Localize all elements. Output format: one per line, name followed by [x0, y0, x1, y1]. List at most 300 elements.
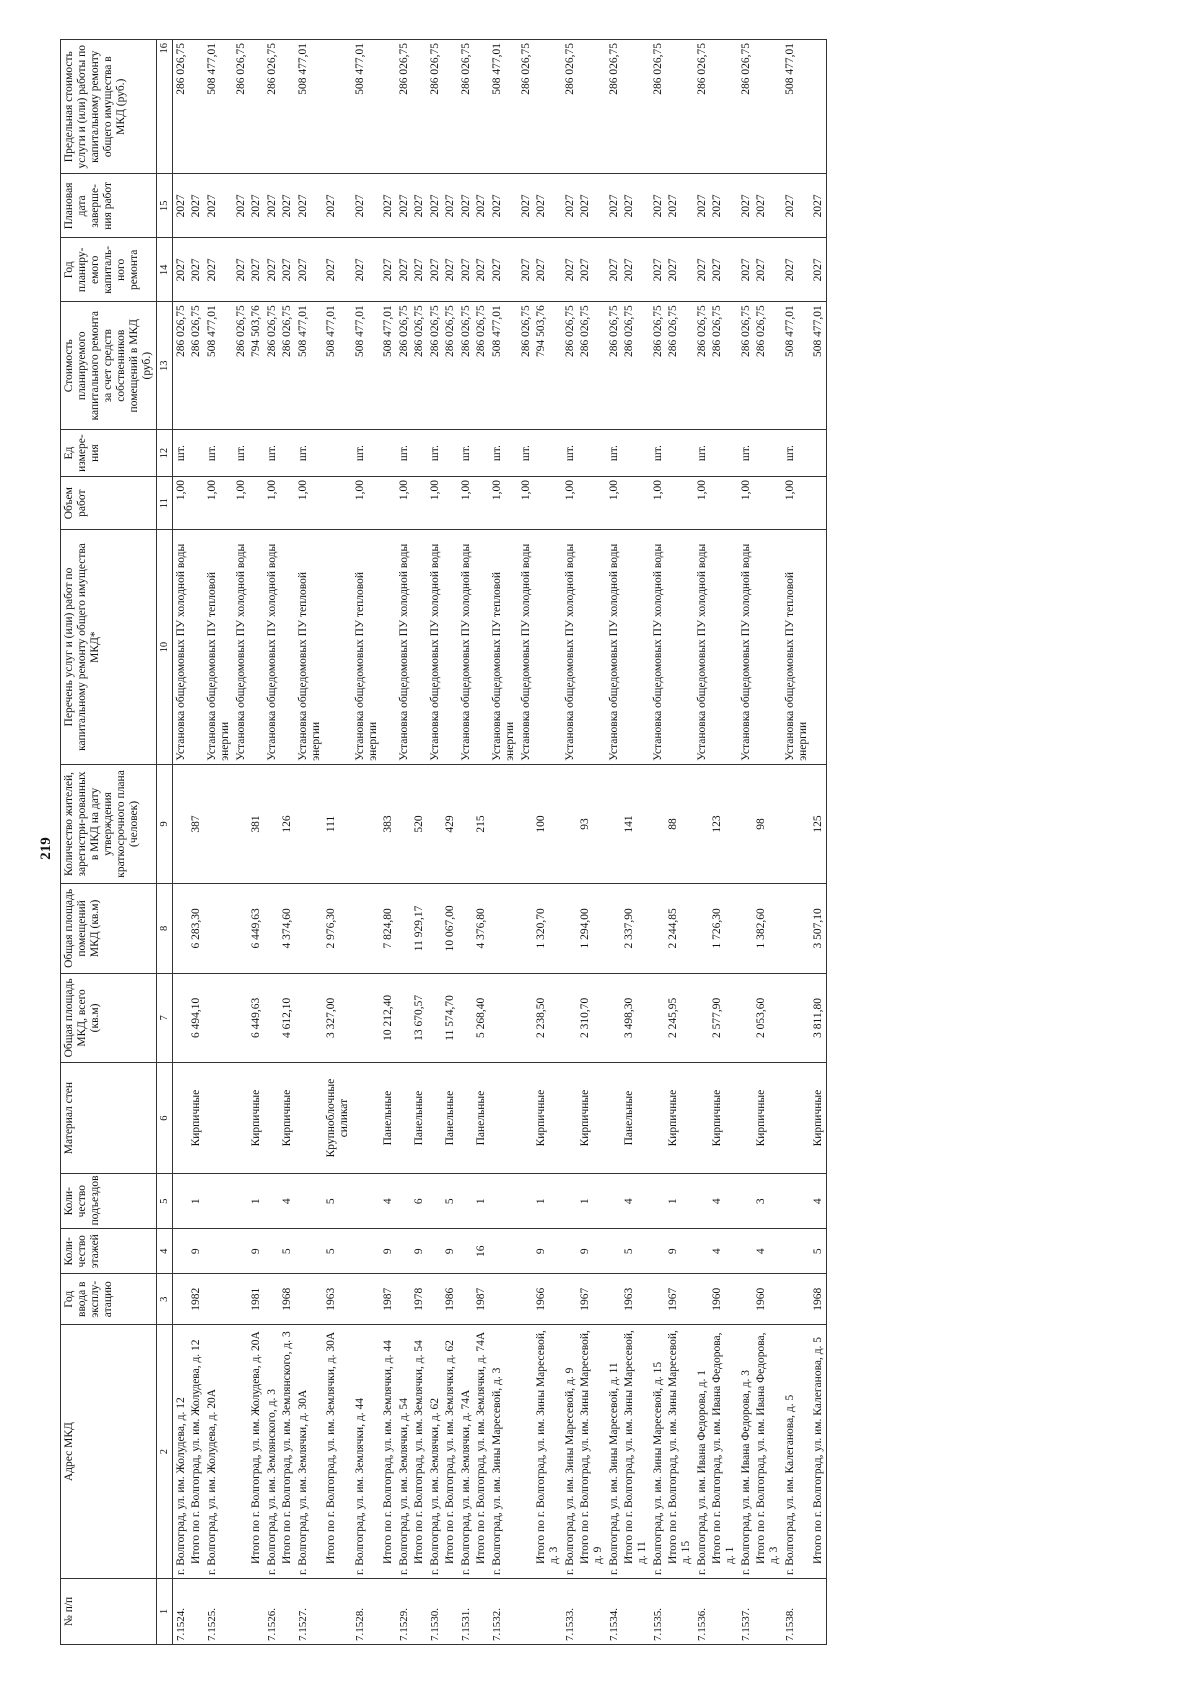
address-cell — [518, 1325, 534, 1579]
unit-cell: шт. — [489, 430, 518, 477]
wall-material-cell: Панельные — [381, 1063, 396, 1174]
unit-cell — [280, 430, 295, 477]
entrances-cell — [782, 1174, 811, 1229]
work-description-cell: Установка общедомовых ПУ тепловой энергии — [352, 530, 381, 764]
total-area-cell — [606, 973, 622, 1063]
entrances-cell — [606, 1174, 622, 1229]
total-row — [474, 40, 489, 1645]
rooms-area-cell: 1 320,70 — [534, 884, 562, 974]
unit-cell: шт. — [458, 430, 474, 477]
wall-material-cell: Кирпичные — [534, 1063, 562, 1174]
plan-year-cell: 2027 — [738, 238, 754, 302]
volume-cell: 1,00 — [204, 477, 233, 530]
unit-cell — [381, 430, 396, 477]
total-row — [324, 40, 352, 1645]
wall-material-cell: Кирпичные — [280, 1063, 295, 1174]
address-cell: Итого по г. Волгоград, ул. им. Зины Маресевой, д. 9 — [578, 1325, 606, 1579]
cost-cell: 286 026,75 — [443, 302, 458, 430]
cost-cell: 286 026,75 — [518, 302, 534, 430]
rooms-area-cell — [562, 884, 578, 974]
header-cell: Коли-чество этажей — [61, 1229, 157, 1274]
volume-cell: 1,00 — [458, 477, 474, 530]
row-number — [233, 1578, 249, 1644]
entrances-cell: 5 — [443, 1174, 458, 1229]
plan-year-cell: 2027 — [443, 238, 458, 302]
row-number: 7.1524. — [173, 1578, 190, 1644]
unit-cell — [324, 430, 352, 477]
residents-cell — [489, 764, 518, 883]
limit-cost-cell: 286 026,75 — [694, 40, 710, 174]
total-row — [754, 40, 782, 1645]
total-area-cell — [396, 973, 412, 1063]
unit-cell: шт. — [295, 430, 324, 477]
column-number: 10 — [157, 530, 173, 764]
limit-cost-cell — [189, 40, 204, 174]
row-number: 7.1535. — [650, 1578, 666, 1644]
header-cell: Общая площадь помещений МКД (кв.м) — [61, 884, 157, 974]
rooms-area-cell — [173, 884, 190, 974]
year-cell — [396, 1274, 412, 1325]
residents-cell — [782, 764, 811, 883]
row-number — [534, 1578, 562, 1644]
residents-cell — [204, 764, 233, 883]
rooms-area-cell — [738, 884, 754, 974]
column-number-row — [157, 40, 173, 1645]
wall-material-cell: Кирпичные — [666, 1063, 694, 1174]
end-date-cell: 2027 — [396, 174, 412, 238]
plan-year-cell: 2027 — [249, 238, 264, 302]
rooms-area-cell: 2 244,85 — [666, 884, 694, 974]
year-cell: 1987 — [474, 1274, 489, 1325]
end-date-cell: 2027 — [233, 174, 249, 238]
header-cell: Предельная стоимость услуги и (или) работы по капитальному ремонту общего имущества в МКД (руб.) — [61, 40, 157, 174]
cost-cell: 286 026,75 — [233, 302, 249, 430]
volume-cell: 1,00 — [562, 477, 578, 530]
address-cell: г. Волгоград, ул. им. Землячки, д. 30А — [295, 1325, 324, 1579]
total-row — [381, 40, 396, 1645]
row-number: 7.1531. — [458, 1578, 474, 1644]
volume-cell — [534, 477, 562, 530]
limit-cost-cell: 286 026,75 — [458, 40, 474, 174]
address-cell: Итого по г. Волгоград, ул. им. Зины Маресевой, д. 15 — [666, 1325, 694, 1579]
residents-cell — [562, 764, 578, 883]
row-number: 7.1537. — [738, 1578, 754, 1644]
floors-cell: 5 — [324, 1229, 352, 1274]
year-cell — [173, 1274, 190, 1325]
address-cell: г. Волгоград, ул. им. Зины Маресевой, д. 15 — [650, 1325, 666, 1579]
total-area-cell: 11 574,70 — [443, 973, 458, 1063]
wall-material-cell: Панельные — [474, 1063, 489, 1174]
residents-cell: 100 — [534, 764, 562, 883]
end-date-cell: 2027 — [280, 174, 295, 238]
work-description-cell: Установка общедомовых ПУ холодной воды — [694, 530, 710, 764]
repair-plan-table — [60, 39, 827, 1645]
entrances-cell — [264, 1174, 280, 1229]
row-number — [710, 1578, 738, 1644]
volume-cell: 1,00 — [606, 477, 622, 530]
limit-cost-cell — [578, 40, 606, 174]
year-cell — [650, 1274, 666, 1325]
year-cell — [295, 1274, 324, 1325]
total-area-cell — [173, 973, 190, 1063]
volume-cell: 1,00 — [738, 477, 754, 530]
header-cell: № п/п — [61, 1578, 157, 1644]
volume-cell: 1,00 — [782, 477, 811, 530]
wall-material-cell — [650, 1063, 666, 1174]
row-number — [324, 1578, 352, 1644]
end-date-cell: 2027 — [811, 174, 827, 238]
entrances-cell: 4 — [622, 1174, 650, 1229]
column-number: 11 — [157, 477, 173, 530]
end-date-cell: 2027 — [606, 174, 622, 238]
unit-cell — [622, 430, 650, 477]
volume-cell — [474, 477, 489, 530]
limit-cost-cell — [280, 40, 295, 174]
wall-material-cell: Крупноблочные силикат — [324, 1063, 352, 1174]
end-date-cell: 2027 — [518, 174, 534, 238]
floors-cell: 9 — [381, 1229, 396, 1274]
work-description-cell — [381, 530, 396, 764]
entrances-cell: 3 — [754, 1174, 782, 1229]
year-cell — [518, 1274, 534, 1325]
plan-year-cell: 2027 — [606, 238, 622, 302]
work-description-cell: Установка общедомовых ПУ холодной воды — [264, 530, 280, 764]
total-row — [443, 40, 458, 1645]
rooms-area-cell — [694, 884, 710, 974]
header-cell: Год ввода в эксплу-атацию — [61, 1274, 157, 1325]
wall-material-cell — [264, 1063, 280, 1174]
wall-material-cell — [233, 1063, 249, 1174]
floors-cell — [352, 1229, 381, 1274]
residents-cell: 111 — [324, 764, 352, 883]
year-cell — [264, 1274, 280, 1325]
limit-cost-cell — [622, 40, 650, 174]
end-date-cell: 2027 — [534, 174, 562, 238]
wall-material-cell: Кирпичные — [811, 1063, 827, 1174]
cost-cell: 286 026,75 — [606, 302, 622, 430]
unit-cell: шт. — [518, 430, 534, 477]
wall-material-cell: Кирпичные — [754, 1063, 782, 1174]
column-number: 13 — [157, 302, 173, 430]
header-cell: Плановая дата заверше-ния работ — [61, 174, 157, 238]
total-area-cell: 10 212,40 — [381, 973, 396, 1063]
limit-cost-cell: 286 026,75 — [173, 40, 190, 174]
address-cell: г. Волгоград, ул. им. Землянского, д. 3 — [264, 1325, 280, 1579]
floors-cell — [264, 1229, 280, 1274]
residents-cell — [352, 764, 381, 883]
cost-cell: 508 477,01 — [489, 302, 518, 430]
unit-cell: шт. — [173, 430, 190, 477]
volume-cell: 1,00 — [650, 477, 666, 530]
plan-year-cell: 2027 — [204, 238, 233, 302]
rooms-area-cell — [396, 884, 412, 974]
limit-cost-cell: 508 477,01 — [352, 40, 381, 174]
work-description-cell — [189, 530, 204, 764]
total-area-cell: 2 238,50 — [534, 973, 562, 1063]
total-area-cell — [458, 973, 474, 1063]
end-date-cell: 2027 — [189, 174, 204, 238]
rooms-area-cell — [782, 884, 811, 974]
limit-cost-cell — [381, 40, 396, 174]
column-number: 7 — [157, 973, 173, 1063]
work-description-cell: Установка общедомовых ПУ холодной воды — [518, 530, 534, 764]
year-cell: 1967 — [578, 1274, 606, 1325]
limit-cost-cell — [666, 40, 694, 174]
floors-cell: 9 — [189, 1229, 204, 1274]
floors-cell — [489, 1229, 518, 1274]
total-row — [412, 40, 427, 1645]
entrances-cell — [489, 1174, 518, 1229]
entrances-cell: 1 — [474, 1174, 489, 1229]
column-number: 4 — [157, 1229, 173, 1274]
residents-cell — [173, 764, 190, 883]
column-number: 9 — [157, 764, 173, 883]
floors-cell — [738, 1229, 754, 1274]
total-area-cell: 2 310,70 — [578, 973, 606, 1063]
volume-cell — [666, 477, 694, 530]
work-description-cell — [249, 530, 264, 764]
address-cell — [233, 1325, 249, 1579]
floors-cell — [458, 1229, 474, 1274]
unit-cell — [710, 430, 738, 477]
year-cell: 1981 — [249, 1274, 264, 1325]
year-cell: 1963 — [622, 1274, 650, 1325]
address-cell: Итого по г. Волгоград, ул. им. Калеганова, д. 5 — [811, 1325, 827, 1579]
limit-cost-cell — [811, 40, 827, 174]
header-cell: Перечень услуг и (или) работ по капитальному ремонту общего имущества МКД* — [61, 530, 157, 764]
unit-cell: шт. — [606, 430, 622, 477]
address-cell: г. Волгоград, ул. им. Землячки, д. 54 — [396, 1325, 412, 1579]
work-description-cell: Установка общедомовых ПУ холодной воды — [562, 530, 578, 764]
limit-cost-cell: 286 026,75 — [650, 40, 666, 174]
floors-cell — [694, 1229, 710, 1274]
floors-cell: 16 — [474, 1229, 489, 1274]
address-cell: г. Волгоград, ул. им. Землячки, д. 74А — [458, 1325, 474, 1579]
table-row — [650, 40, 666, 1645]
entrances-cell: 1 — [666, 1174, 694, 1229]
work-description-cell: Установка общедомовых ПУ тепловой энергии — [782, 530, 811, 764]
table-row — [606, 40, 622, 1645]
year-cell — [489, 1274, 518, 1325]
rooms-area-cell: 2 976,30 — [324, 884, 352, 974]
year-cell: 1960 — [710, 1274, 738, 1325]
volume-cell — [443, 477, 458, 530]
rooms-area-cell: 2 337,90 — [622, 884, 650, 974]
work-description-cell: Установка общедомовых ПУ холодной воды — [427, 530, 443, 764]
residents-cell — [427, 764, 443, 883]
limit-cost-cell: 286 026,75 — [233, 40, 249, 174]
entrances-cell — [650, 1174, 666, 1229]
plan-year-cell: 2027 — [233, 238, 249, 302]
table-row — [264, 40, 280, 1645]
cost-cell: 286 026,75 — [650, 302, 666, 430]
year-cell — [738, 1274, 754, 1325]
unit-cell — [666, 430, 694, 477]
entrances-cell: 6 — [412, 1174, 427, 1229]
rooms-area-cell: 11 929,17 — [412, 884, 427, 974]
total-row — [710, 40, 738, 1645]
plan-year-cell: 2027 — [622, 238, 650, 302]
cost-cell: 286 026,75 — [474, 302, 489, 430]
unit-cell — [474, 430, 489, 477]
cost-cell: 286 026,75 — [412, 302, 427, 430]
volume-cell: 1,00 — [295, 477, 324, 530]
plan-year-cell: 2027 — [650, 238, 666, 302]
unit-cell: шт. — [204, 430, 233, 477]
rooms-area-cell — [233, 884, 249, 974]
unit-cell — [534, 430, 562, 477]
floors-cell — [427, 1229, 443, 1274]
entrances-cell — [233, 1174, 249, 1229]
plan-year-cell: 2027 — [578, 238, 606, 302]
header-cell: Ед измере-ния — [61, 430, 157, 477]
entrances-cell: 4 — [710, 1174, 738, 1229]
row-number: 7.1533. — [562, 1578, 578, 1644]
floors-cell: 5 — [622, 1229, 650, 1274]
cost-cell: 508 477,01 — [204, 302, 233, 430]
work-description-cell: Установка общедомовых ПУ холодной воды — [396, 530, 412, 764]
work-description-cell — [578, 530, 606, 764]
rooms-area-cell: 1 726,30 — [710, 884, 738, 974]
unit-cell: шт. — [738, 430, 754, 477]
column-number: 12 — [157, 430, 173, 477]
volume-cell — [381, 477, 396, 530]
total-area-cell — [518, 973, 534, 1063]
cost-cell: 286 026,75 — [666, 302, 694, 430]
work-description-cell: Установка общедомовых ПУ холодной воды — [738, 530, 754, 764]
cost-cell: 508 477,01 — [352, 302, 381, 430]
volume-cell: 1,00 — [396, 477, 412, 530]
end-date-cell: 2027 — [694, 174, 710, 238]
address-cell: Итого по г. Волгоград, ул. им. Ивана Федорова, д. 1 — [710, 1325, 738, 1579]
plan-year-cell: 2027 — [381, 238, 396, 302]
plan-year-cell: 2027 — [295, 238, 324, 302]
rooms-area-cell — [204, 884, 233, 974]
limit-cost-cell — [534, 40, 562, 174]
residents-cell: 98 — [754, 764, 782, 883]
rooms-area-cell: 1 382,60 — [754, 884, 782, 974]
cost-cell: 286 026,75 — [189, 302, 204, 430]
header-cell: Общая площадь МКД, всего (кв.м) — [61, 973, 157, 1063]
address-cell: г. Волгоград, ул. им. Калеганова, д. 5 — [782, 1325, 811, 1579]
year-cell — [782, 1274, 811, 1325]
rooms-area-cell: 6 283,30 — [189, 884, 204, 974]
floors-cell: 9 — [249, 1229, 264, 1274]
plan-year-cell: 2027 — [562, 238, 578, 302]
rooms-area-cell: 1 294,00 — [578, 884, 606, 974]
residents-cell — [458, 764, 474, 883]
entrances-cell — [396, 1174, 412, 1229]
entrances-cell: 1 — [189, 1174, 204, 1229]
total-row — [666, 40, 694, 1645]
table-row — [489, 40, 518, 1645]
total-row — [622, 40, 650, 1645]
rooms-area-cell — [352, 884, 381, 974]
rooms-area-cell: 10 067,00 — [443, 884, 458, 974]
header-cell: Объем работ — [61, 477, 157, 530]
table-row — [782, 40, 811, 1645]
year-cell: 1982 — [189, 1274, 204, 1325]
floors-cell — [396, 1229, 412, 1274]
floors-cell: 5 — [811, 1229, 827, 1274]
residents-cell: 520 — [412, 764, 427, 883]
unit-cell: шт. — [694, 430, 710, 477]
wall-material-cell: Панельные — [443, 1063, 458, 1174]
address-cell: Итого по г. Волгоград, ул. им. Землячки, д. 30А — [324, 1325, 352, 1579]
wall-material-cell: Панельные — [412, 1063, 427, 1174]
cost-cell: 508 477,01 — [782, 302, 811, 430]
plan-year-cell: 2027 — [458, 238, 474, 302]
cost-cell: 286 026,75 — [738, 302, 754, 430]
floors-cell — [204, 1229, 233, 1274]
table-row — [204, 40, 233, 1645]
work-description-cell: Установка общедомовых ПУ тепловой энергии — [295, 530, 324, 764]
year-cell — [427, 1274, 443, 1325]
total-area-cell: 3 498,30 — [622, 973, 650, 1063]
end-date-cell: 2027 — [412, 174, 427, 238]
end-date-cell: 2027 — [204, 174, 233, 238]
floors-cell — [233, 1229, 249, 1274]
floors-cell — [173, 1229, 190, 1274]
entrances-cell — [352, 1174, 381, 1229]
plan-year-cell: 2027 — [710, 238, 738, 302]
limit-cost-cell — [324, 40, 352, 174]
entrances-cell — [173, 1174, 190, 1229]
end-date-cell: 2027 — [666, 174, 694, 238]
volume-cell: 1,00 — [694, 477, 710, 530]
work-description-cell — [534, 530, 562, 764]
end-date-cell: 2027 — [249, 174, 264, 238]
unit-cell — [754, 430, 782, 477]
entrances-cell — [458, 1174, 474, 1229]
end-date-cell: 2027 — [264, 174, 280, 238]
work-description-cell — [412, 530, 427, 764]
year-cell — [458, 1274, 474, 1325]
entrances-cell — [295, 1174, 324, 1229]
cost-cell: 794 503,76 — [534, 302, 562, 430]
header-cell: Адрес МКД — [61, 1325, 157, 1579]
table-row — [738, 40, 754, 1645]
table-row — [694, 40, 710, 1645]
row-number — [249, 1578, 264, 1644]
total-area-cell — [295, 973, 324, 1063]
volume-cell — [578, 477, 606, 530]
limit-cost-cell — [710, 40, 738, 174]
column-number: 1 — [157, 1578, 173, 1644]
residents-cell: 387 — [189, 764, 204, 883]
header-cell: Количество жителей, зарегистри-рованных в МКД на дату утверждения краткосрочного плана (человек) — [61, 764, 157, 883]
address-cell: Итого по г. Волгоград, ул. им. Землячки, д. 44 — [381, 1325, 396, 1579]
work-description-cell — [474, 530, 489, 764]
end-date-cell: 2027 — [295, 174, 324, 238]
entrances-cell: 1 — [249, 1174, 264, 1229]
cost-cell: 508 477,01 — [295, 302, 324, 430]
address-cell: г. Волгоград, ул. им. Зины Маресевой, д. 9 — [562, 1325, 578, 1579]
table-row — [396, 40, 412, 1645]
plan-year-cell: 2027 — [189, 238, 204, 302]
column-number: 8 — [157, 884, 173, 974]
column-number: 16 — [157, 40, 173, 174]
end-date-cell: 2027 — [754, 174, 782, 238]
limit-cost-cell: 286 026,75 — [562, 40, 578, 174]
total-area-cell — [489, 973, 518, 1063]
wall-material-cell — [562, 1063, 578, 1174]
entrances-cell: 4 — [381, 1174, 396, 1229]
address-cell: г. Волгоград, ул. им. Жолудева, д. 12 — [173, 1325, 190, 1579]
volume-cell — [754, 477, 782, 530]
wall-material-cell — [458, 1063, 474, 1174]
work-description-cell — [666, 530, 694, 764]
